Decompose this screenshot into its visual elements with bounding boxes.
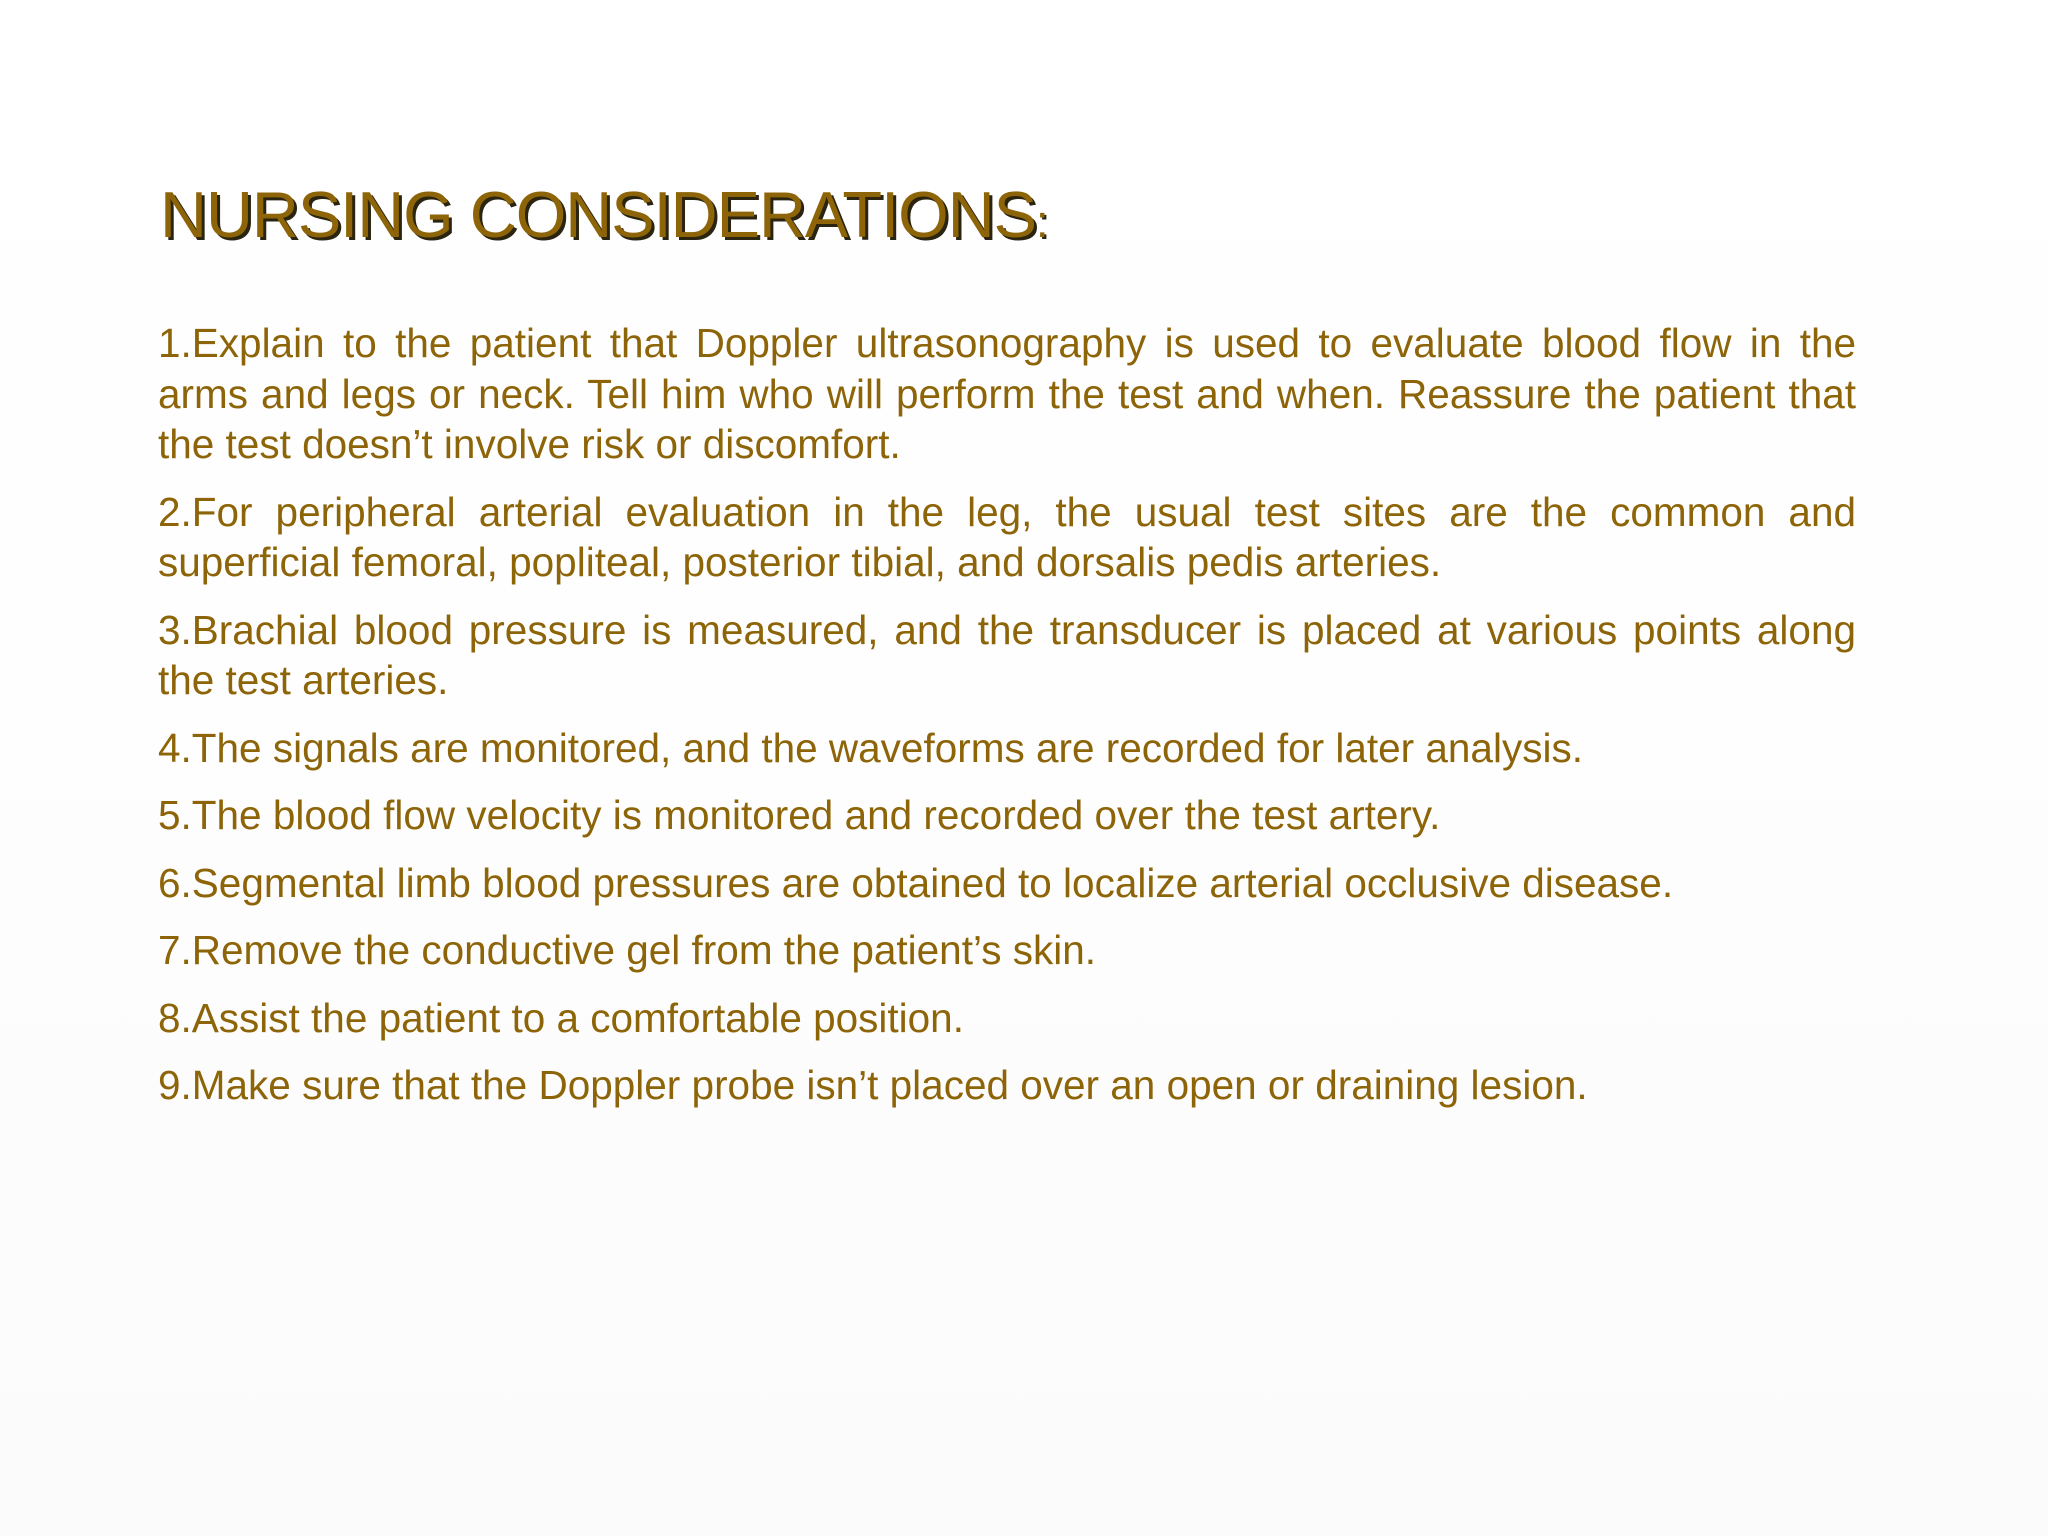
slide-title-text: NURSING CONSIDERATIONS <box>160 178 1037 251</box>
list-item: 2.For peripheral arterial evaluation in the leg, the usual test sites are the common and superficial femoral, popliteal, posterior tibial, and dorsalis pedis arteries. <box>158 488 1856 585</box>
considerations-list <box>158 318 1856 1128</box>
list-item: 1.Explain to the patient that Doppler ultrasonography is used to evaluate blood flow in the arms and legs or neck. Tell him who will perform the test and when. Reassure the patient that the test doesn’t involve risk or discomfort. <box>158 320 1856 467</box>
list-item: 7.Remove the conductive gel from the patient’s skin. <box>158 927 1097 973</box>
list-item: 9.Make sure that the Doppler probe isn’t placed over an open or draining lesion. <box>158 1062 1588 1108</box>
list-item: 4.The signals are monitored, and the waveforms are recorded for later analysis. <box>158 724 1583 771</box>
list-item: 6.Segmental limb blood pressures are obtained to localize arterial occlusive disease. <box>158 859 1674 906</box>
list-item: 5.The blood flow velocity is monitored and recorded over the test artery. <box>158 792 1441 838</box>
list-item: 8.Assist the patient to a comfortable position. <box>158 994 964 1041</box>
slide-title-colon: : <box>1036 196 1048 247</box>
slide-title <box>160 178 1048 253</box>
list-item: 3.Brachial blood pressure is measured, and the transducer is placed at various points along the test arteries. <box>158 606 1856 703</box>
